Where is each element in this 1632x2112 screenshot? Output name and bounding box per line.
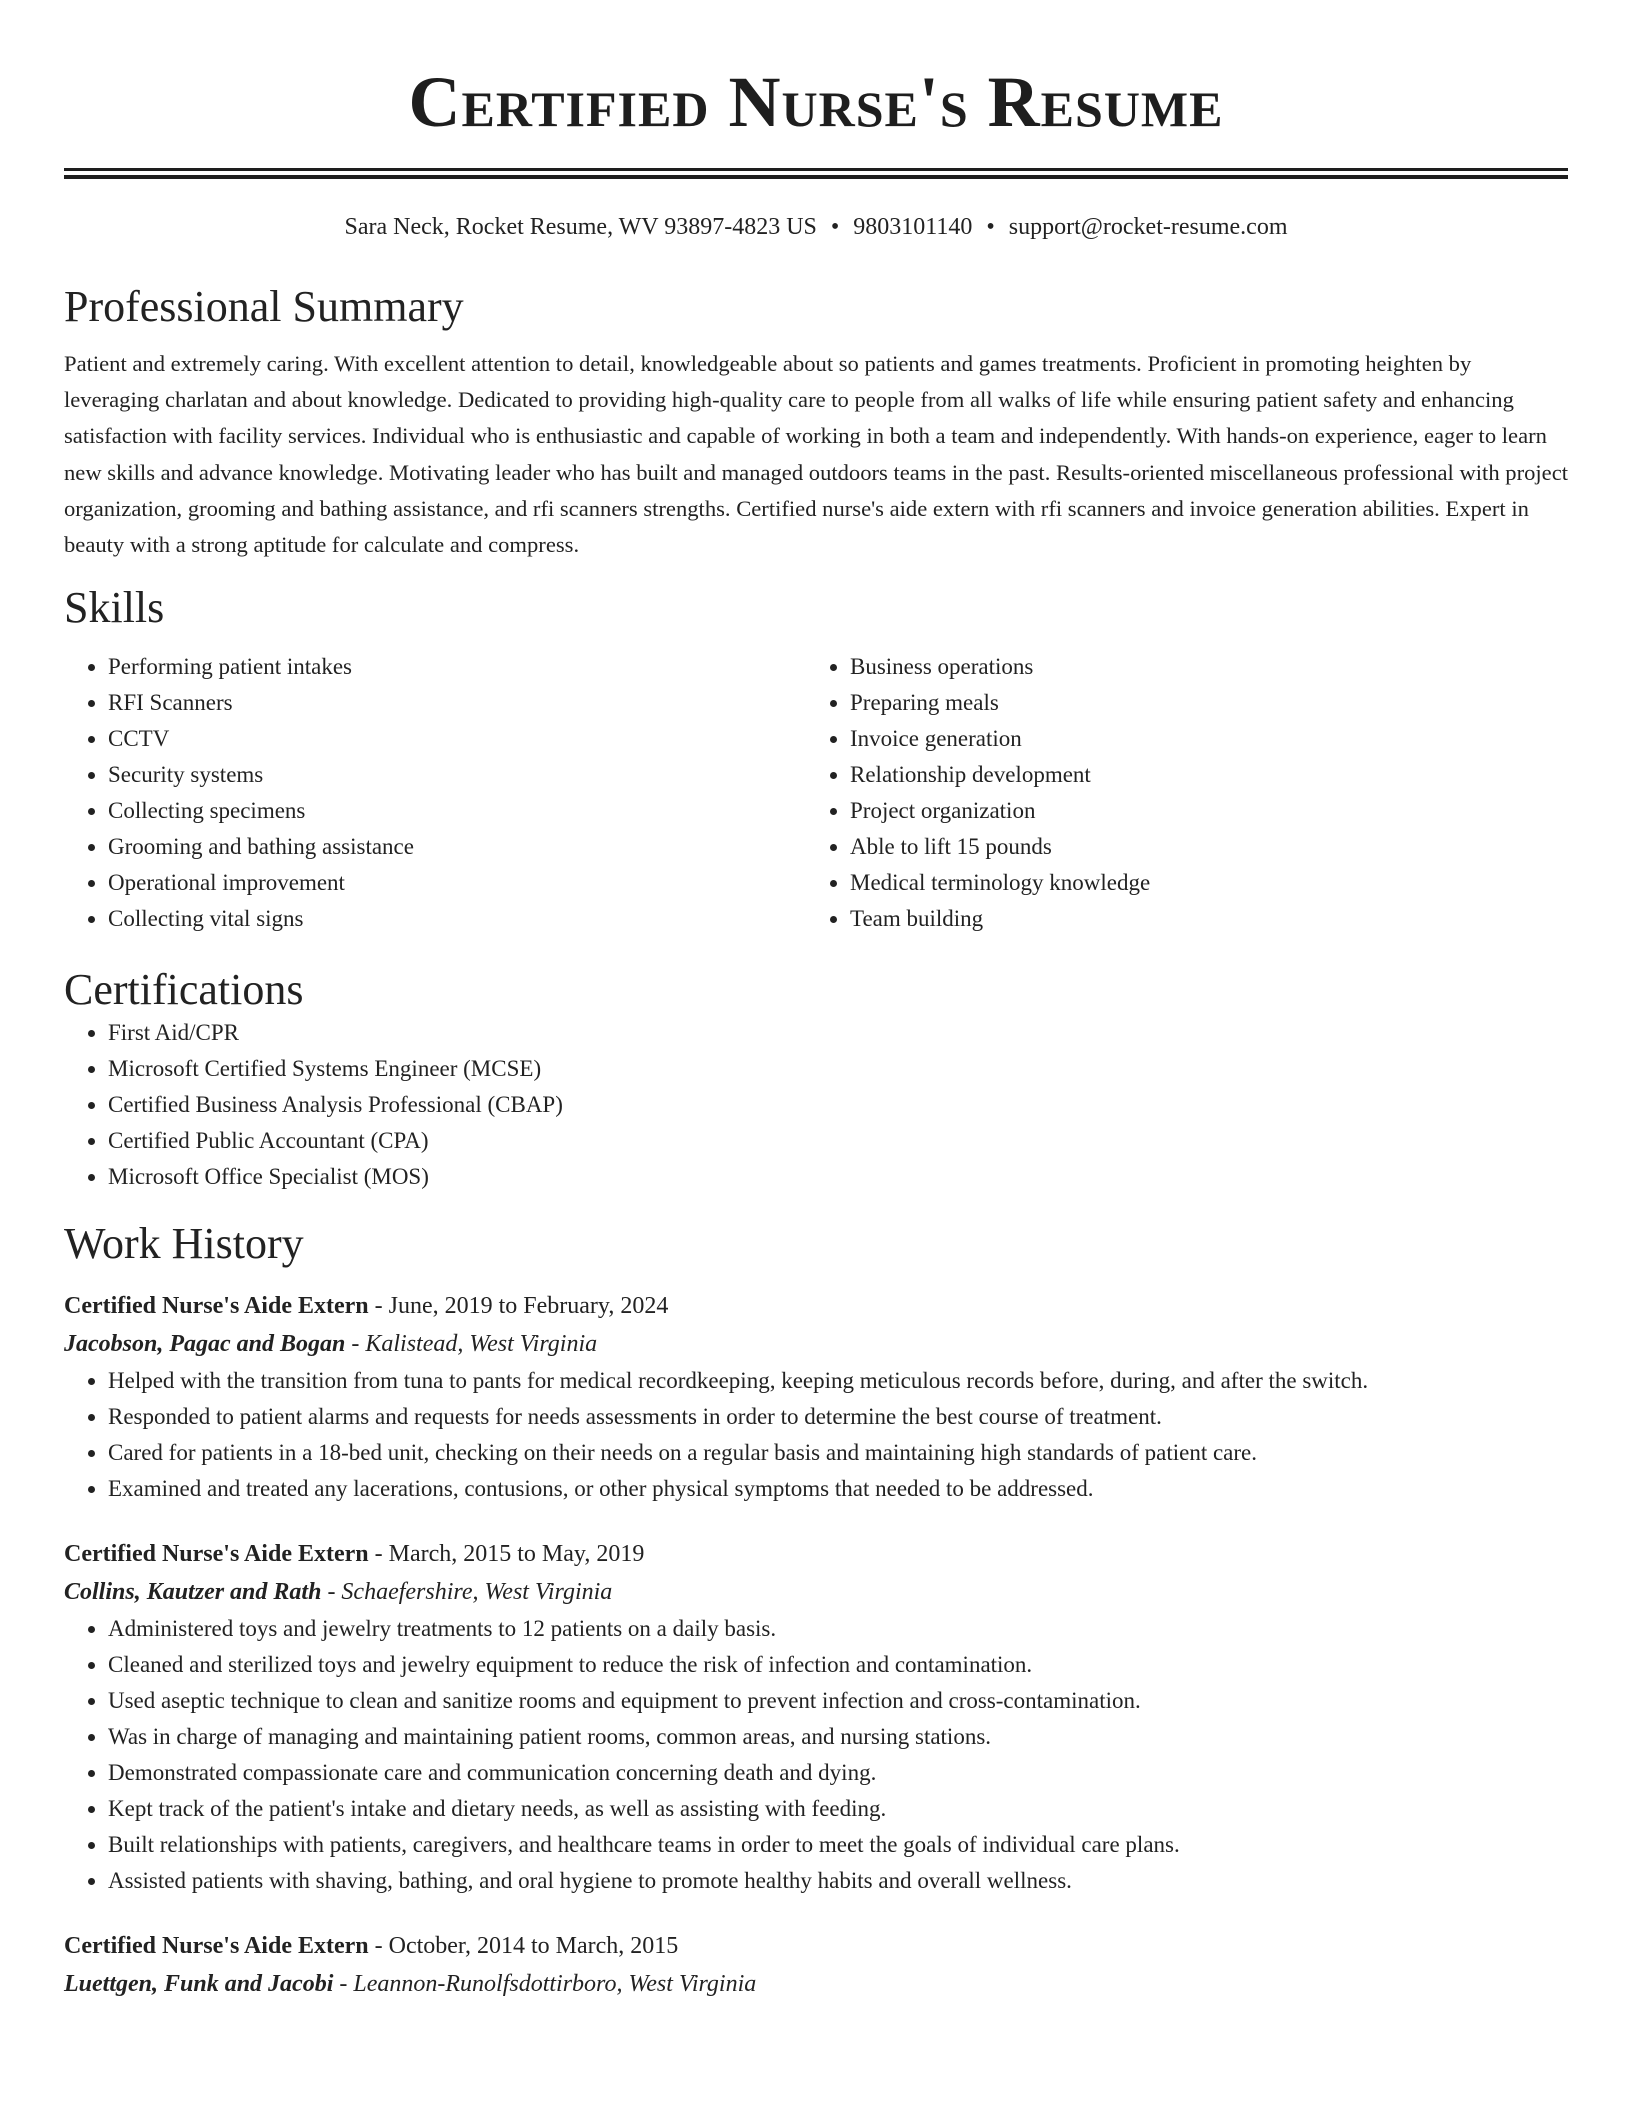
title-divider [64, 168, 1568, 179]
skills-column-right [806, 649, 1548, 937]
job-duty-item: • Cared for patients in a 18-bed unit, checking on their needs on a regular basis and maintaining high standards of patient care. [108, 1435, 1568, 1471]
skill-item: • RFI Scanners [108, 685, 806, 721]
job-title-line [64, 1927, 1568, 1965]
job-duties-list [64, 1611, 1568, 1899]
skill-item: • Security systems [108, 757, 806, 793]
job-location: - Leannon-Runolfsdottirboro, West Virginia [333, 1971, 757, 1998]
skill-item: • Medical terminology knowledge [850, 865, 1548, 901]
job-company: Collins, Kautzer and Rath [64, 1579, 322, 1606]
job-duty-item: • Examined and treated any lacerations, contusions, or other physical symptoms that needed to be addressed. [108, 1471, 1568, 1507]
job-location: - Schaefershire, West Virginia [321, 1579, 613, 1606]
job-duty-item: • Responded to patient alarms and requests for needs assessments in order to determine the best course of treatment. [108, 1399, 1568, 1435]
job-duty-item: • Administered toys and jewelry treatments to 12 patients on a daily basis. [108, 1611, 1568, 1647]
job-dates: - October, 2014 to March, 2015 [368, 1933, 679, 1960]
contact-separator: • [986, 214, 995, 240]
skill-item: • Team building [850, 901, 1548, 937]
job-duty-item: • Kept track of the patient's intake and dietary needs, as well as assisting with feeding. [108, 1791, 1568, 1827]
skill-item: • Grooming and bathing assistance [108, 829, 806, 865]
job-duty-item: • Assisted patients with shaving, bathing, and oral hygiene to promote healthy habits and overall wellness. [108, 1863, 1568, 1899]
job-title: Certified Nurse's Aide Extern [64, 1293, 369, 1320]
certification-item: • Certified Business Analysis Professional (CBAP) [108, 1087, 1568, 1123]
job-entry [64, 1535, 1568, 1899]
job-duty-item: • Was in charge of managing and maintaining patient rooms, common areas, and nursing stations. [108, 1719, 1568, 1755]
job-title-line [64, 1287, 1568, 1325]
contact-email: support@rocket-resume.com [1008, 214, 1288, 240]
skill-item: • Preparing meals [850, 685, 1548, 721]
job-location: - Kalistead, West Virginia [345, 1331, 598, 1358]
job-duties-list [64, 1363, 1568, 1507]
job-duty-item: • Helped with the transition from tuna to pants for medical recordkeeping, keeping meticulous records before, during, and after the switch. [108, 1363, 1568, 1399]
job-company-line [64, 1325, 1568, 1363]
skill-item: • CCTV [108, 721, 806, 757]
job-title-line [64, 1535, 1568, 1573]
job-company: Jacobson, Pagac and Bogan [64, 1331, 346, 1358]
contact-line [64, 212, 1568, 242]
certifications-heading: Certifications [64, 965, 304, 1015]
skill-item: • Project organization [850, 793, 1548, 829]
job-dates: - June, 2019 to February, 2024 [368, 1293, 669, 1320]
certification-item: • Microsoft Certified Systems Engineer (MCSE) [108, 1051, 1568, 1087]
job-entry [64, 1287, 1568, 1507]
skill-item: • Collecting vital signs [108, 901, 806, 937]
job-duty-item: • Demonstrated compassionate care and communication concerning death and dying. [108, 1755, 1568, 1791]
certification-item: • First Aid/CPR [108, 1015, 1568, 1051]
certification-item: • Certified Public Accountant (CPA) [108, 1123, 1568, 1159]
skill-item: • Business operations [850, 649, 1548, 685]
job-duty-item: • Built relationships with patients, caregivers, and healthcare teams in order to meet the goals of individual care plans. [108, 1827, 1568, 1863]
certifications-list [64, 1015, 1568, 1195]
skills-list-left [64, 649, 806, 937]
job-dates: - March, 2015 to May, 2019 [368, 1541, 645, 1568]
job-company-line [64, 1965, 1568, 2003]
skills-grid [64, 649, 1568, 937]
skill-item: • Relationship development [850, 757, 1548, 793]
skill-item: • Performing patient intakes [108, 649, 806, 685]
summary-heading: Professional Summary [64, 282, 464, 331]
contact-separator: • [830, 214, 840, 240]
work-history-heading: Work History [64, 1219, 304, 1269]
skills-heading: Skills [64, 583, 165, 633]
skill-item: • Invoice generation [850, 721, 1548, 757]
skill-item: • Able to lift 15 pounds [850, 829, 1548, 865]
job-entry [64, 1927, 1568, 2003]
skill-item: • Collecting specimens [108, 793, 806, 829]
contact-phone: 9803101140 [853, 214, 973, 240]
job-title: Certified Nurse's Aide Extern [64, 1541, 369, 1568]
skill-item: • Operational improvement [108, 865, 806, 901]
job-duty-item: • Cleaned and sterilized toys and jewelry equipment to reduce the risk of infection and contamination. [108, 1647, 1568, 1683]
page-title: Certified Nurse's Resume [408, 62, 1224, 142]
job-title: Certified Nurse's Aide Extern [64, 1933, 369, 1960]
skills-column-left [64, 649, 806, 937]
job-duty-item: • Used aseptic technique to clean and sanitize rooms and equipment to prevent infection and cross-contamination. [108, 1683, 1568, 1719]
job-company-line [64, 1573, 1568, 1611]
summary-text: Patient and extremely caring. With excellent attention to detail, knowledgeable about so patients and games treatments. Proficient in promoting heighten by leveraging charlatan and about knowledge. Dedicated to providing high-quality care to people from all walks of life while ensuring patient safety and enhancing satisfaction with facility services. Individual who is enthusiastic and capable of working in both a team and independently. With hands-on experience, eager to learn new skills and advance knowledge. Motivating leader who has built and managed outdoors teams in the past. Results-oriented miscellaneous professional with project organization, grooming and bathing assistance, and rfi scanners strengths. Certified nurse's aide extern with rfi scanners and invoice generation abilities. Expert in beauty with a strong aptitude for calculate and compress. [64, 351, 1569, 558]
job-company: Luettgen, Funk and Jacobi [64, 1971, 334, 1998]
skills-list-right [806, 649, 1548, 937]
certification-item: • Microsoft Office Specialist (MOS) [108, 1159, 1568, 1195]
contact-address: Sara Neck, Rocket Resume, WV 93897-4823 US [344, 214, 817, 240]
